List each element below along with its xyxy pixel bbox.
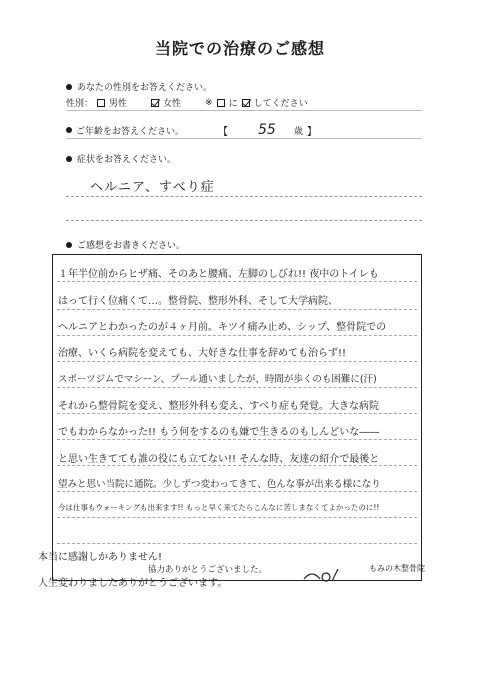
checkbox-male[interactable] (97, 99, 105, 107)
smiley-doodle-icon (300, 565, 340, 585)
question-age-text: ご年齢をお答えください。 (76, 126, 185, 137)
essay-line-11: 本当に感謝しかありません! (38, 552, 163, 563)
essay-line-9: 望みと思い当院に通院。少しずつ変わってきて、色んな事が出来る様になり (58, 479, 381, 490)
gender-female-label: 女性 (163, 99, 182, 109)
age-answer[interactable]: 55 (258, 122, 276, 138)
gender-note-instruction: してください (253, 99, 308, 109)
essay-line-8: と思い生きてても誰の役にも立てない!! そんな時、友達の紹介で最後と (58, 454, 380, 465)
essay-line-10: 今は仕事もウォーキングも出来ます!! もっと早く来てたらこんなに苦しまなくてよかったのに!! (58, 503, 380, 512)
question-impression-text: ご感想をお書きください。 (77, 241, 186, 251)
essay-line-4: 治療、いくら病院を変えても、大好きな仕事を辞めても治らず!! (58, 348, 347, 359)
page-title: 当院での治療のご感想 (154, 39, 325, 58)
gender-note-ni: に (228, 99, 238, 109)
question-age (66, 122, 317, 138)
bullet-icon (66, 242, 72, 248)
bullet-icon (66, 127, 72, 133)
divider (66, 110, 422, 111)
checkbox-note-sample-2 (242, 99, 250, 107)
essay-line-5: スポーツジムでマシーン、プール通いましたが、時間が歩くのも困難に(汗) (58, 374, 377, 385)
gender-male-label: 男性 (109, 99, 128, 109)
question-gender-text: あなたの性別をお答えください。 (77, 83, 213, 93)
divider (66, 138, 422, 139)
gender-label: 性別： (66, 99, 94, 109)
age-bracket-close: 】 (306, 126, 317, 138)
essay-line-6: それから整骨院を変え、整形外科も変え、すべり症も発覚。大きな病院 (58, 401, 379, 412)
age-bracket-open: 【 (218, 126, 229, 138)
checkbox-note-sample-1 (217, 99, 225, 107)
essay-line-2: はって行く位痛くて…。整骨院、整形外科、そして大学病院、 (58, 296, 338, 307)
gender-options (66, 96, 308, 109)
essay-line-12: 人生変わりましたありがとうございます。 (38, 578, 228, 589)
thanks-message: 協力ありがとうございました。 (148, 565, 268, 575)
answer-line (66, 220, 422, 221)
clinic-name: もみの木整骨院 (369, 564, 425, 573)
answer-line (66, 196, 422, 197)
checkbox-female[interactable] (151, 99, 159, 107)
symptom-answer[interactable]: ヘルニア、すべり症 (90, 180, 215, 195)
essay-line-7: でもわからなかった!! もう何をするのも嫌で生きるのもしんどいな―― (58, 427, 380, 438)
question-gender (66, 80, 212, 93)
age-suffix: 歳 (293, 126, 303, 137)
bullet-icon (66, 84, 72, 90)
question-symptom-text: 症状をお答えください。 (77, 155, 177, 165)
bullet-icon (66, 156, 72, 162)
essay-line-3: ヘルニアとわかったのが４ヶ月前。キツイ痛み止め、シップ、整骨院での (58, 322, 387, 333)
question-impression (66, 238, 185, 251)
essay-line-1: １年半位前からヒザ痛、そのあと腰痛、左脚のしびれ!! 夜中のトイレも (58, 269, 379, 280)
gender-note-mark: ※ (205, 97, 213, 108)
question-symptom (66, 152, 176, 165)
